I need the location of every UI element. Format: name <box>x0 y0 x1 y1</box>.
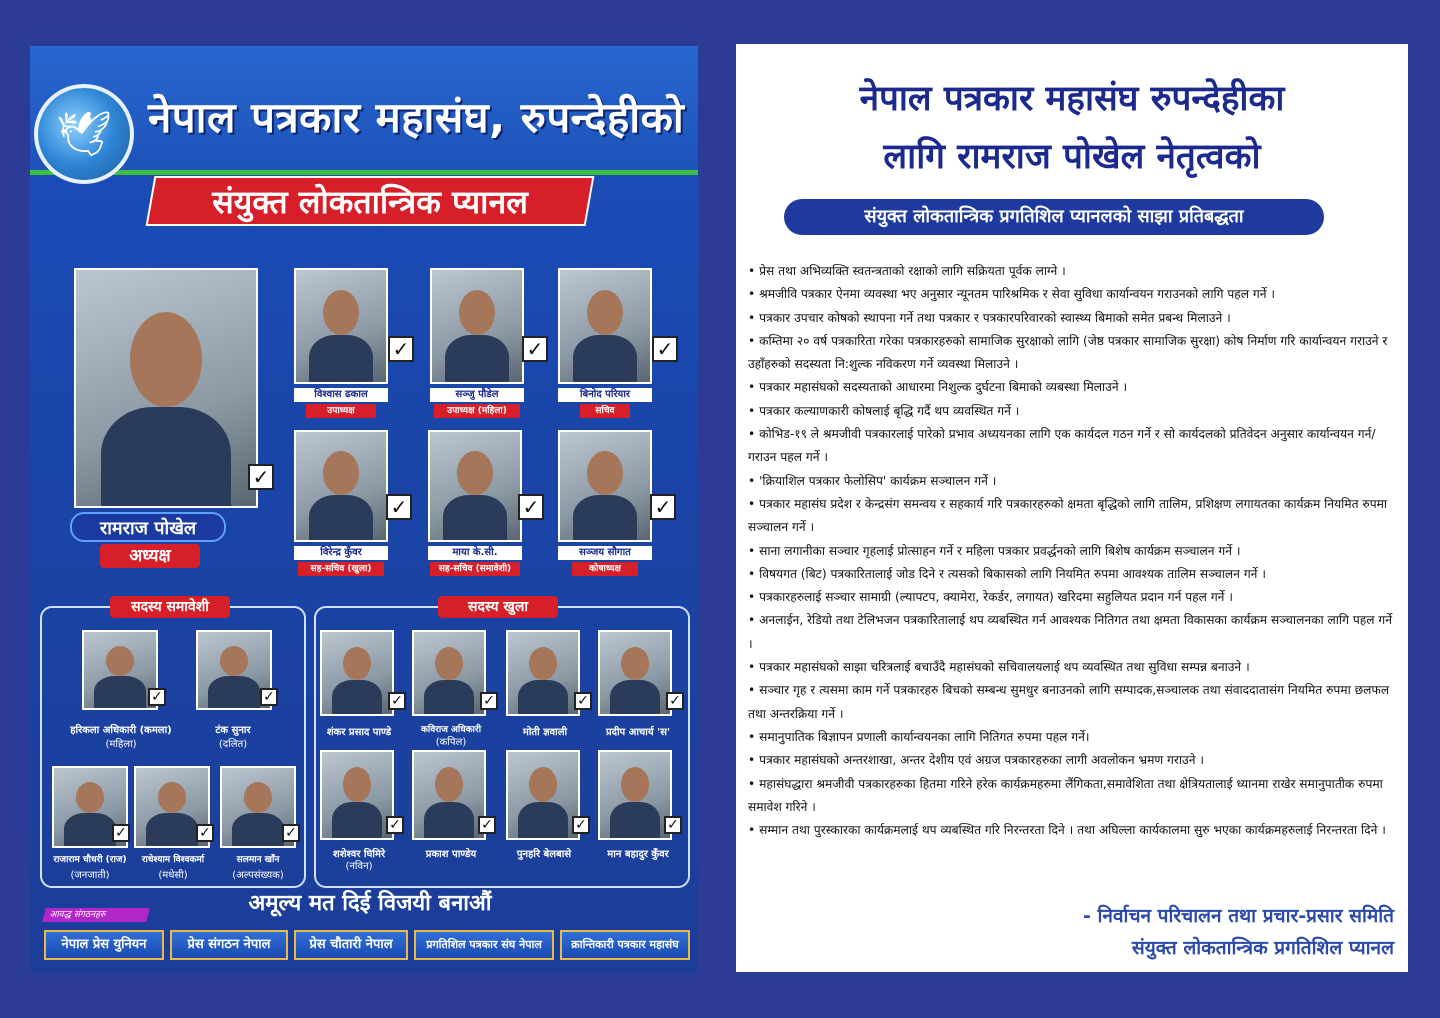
footer-committee: - निर्वाचन परिचालन तथा प्रचार-प्रसार समिति <box>1083 905 1394 927</box>
member-name: पुनहरि बेलबासे <box>516 849 572 860</box>
president-name: रामराज पोखेल <box>70 512 226 542</box>
open-section-title: सदस्य खुला <box>438 596 558 618</box>
member-name: राजाराम चौधरी (राज) <box>53 855 127 865</box>
member-nickname: (नविन) <box>345 861 373 872</box>
member-name: शंकर प्रसाद पाण्डे <box>326 727 392 738</box>
dove-icon: 🕊 <box>56 109 112 160</box>
checkmark-icon: ✓ <box>112 824 130 842</box>
member-photo <box>598 630 672 716</box>
member-category: (अल्पसंख्यक) <box>232 870 284 881</box>
officer-role: कोषाध्यक्ष <box>572 562 638 576</box>
president-photo <box>74 268 258 508</box>
president-role: अध्यक्ष <box>100 544 200 568</box>
checkmark-icon: ✓ <box>282 824 300 842</box>
commitment-item: • 'क्रियाशिल पत्रकार फेलोसिप' कार्यक्रम सञ्चालन गर्ने । <box>748 470 1396 493</box>
member-category: (दलित) <box>218 739 248 750</box>
member-name: सलमान खाँन <box>236 855 280 865</box>
member-photo <box>506 630 580 716</box>
officer-name: सञ्जु पौडेल <box>430 388 524 402</box>
member-photo <box>82 630 158 710</box>
page-title-line1: नेपाल पत्रकार महासंघ रुपन्देहीका <box>859 79 1285 119</box>
member-photo <box>412 750 486 840</box>
commitment-item: • साना लगानीका सञ्चार गृहलाई प्रोत्साहन गर्ने र महिला पत्रकार प्रवर्द्धनको लागि बिशेष कार्यक्रम सञ्चालन गर्ने । <box>748 540 1396 563</box>
checkmark-icon: ✓ <box>664 816 682 834</box>
member-name: टंक सुनार <box>215 725 251 736</box>
officer-role: उपाध्यक्ष <box>306 404 376 418</box>
member-category: (मधेसी) <box>158 870 188 881</box>
commitment-item: • पत्रकार महासंघ प्रदेश र केन्द्रसंग समन्वय र सहकार्य गरि पत्रकारहरुको क्षमता बृद्धिको लागि तालिम, प्रशिक्षण लगायतका कार्यक्रम नियमित रुपमा सञ्चालन गर्ने । <box>748 493 1396 540</box>
member-photo <box>412 630 486 716</box>
checkmark-icon: ✓ <box>522 336 548 362</box>
affiliation-badge: प्रगतिशिल पत्रकार संघ नेपाल <box>414 930 554 960</box>
checkmark-icon: ✓ <box>248 464 274 490</box>
page-title-line2: लागि रामराज पोखेल नेतृत्वको <box>883 137 1261 177</box>
affiliation-badge: प्रेस चौतारी नेपाल <box>294 930 408 960</box>
checkmark-icon: ✓ <box>260 688 278 706</box>
member-name: कविराज अधिकारी <box>420 725 482 735</box>
officer-name: विरेन्द्र कुँवर <box>294 546 388 560</box>
member-category: (महिला) <box>105 739 137 750</box>
officer-name: सञ्जय सौगात <box>558 546 652 560</box>
member-name: प्रकाश पाण्डेय <box>425 849 477 860</box>
officer-role: सह-सचिव (खुला) <box>298 562 384 576</box>
checkmark-icon: ✓ <box>666 692 684 710</box>
checkmark-icon: ✓ <box>386 494 412 520</box>
commitment-item: • प्रेस तथा अभिव्यक्ति स्वतन्त्रताको रक्षाको लागि सक्रियता पूर्वक लाग्ने । <box>748 260 1396 283</box>
federation-logo <box>34 84 134 184</box>
commitment-item: • पत्रकार उपचार कोषको स्थापना गर्ने तथा पत्रकार र पत्रकारपरिवारको स्वास्थ्य बिमाको समेत प्रबन्ध मिलाउने । <box>748 307 1396 330</box>
member-photo <box>506 750 580 840</box>
commitment-item: • महासंघद्धारा श्रमजीवी पत्रकारहरुका हितमा गरिने हरेक कार्यक्रमहरुमा लैंगिकता,समावेशिता तथा क्षेत्रियतालाई ध्यानमा राखेर समानुपातीक रुपमा समावेश गरिने । <box>748 773 1396 820</box>
officer-name: बिनोद परियार <box>558 388 652 402</box>
panel-name: संयुक्त लोकतान्त्रिक प्यानल <box>212 183 528 221</box>
commitment-item: • अनलाईन, रेडियो तथा टेलिभजन पत्रकारितालाई थप व्यबस्थित गर्न आवश्यक नितिगत तथा क्षमता विकासका कार्यक्रम सञ्चालनका लागि पहल गर्ने । <box>748 609 1396 656</box>
header-divider <box>30 170 698 175</box>
commitment-item: • कम्तिमा २० वर्ष पत्रकारिता गरेका पत्रकारहरुको सामाजिक सुरक्षाको लागि (जेष्ठ पत्रकार सामाजिक सुरक्षा) कोष निर्माण गरि कार्यान्वयन गराउने र उहाँहरुको सदस्यता नि:शुल्क नविकरण गर्ने व्यवस्था मिलाउने । <box>748 330 1396 377</box>
checkmark-icon: ✓ <box>478 816 496 834</box>
officer-photo <box>558 268 652 384</box>
officer-photo <box>428 430 522 542</box>
officer-name: विश्वास ढकाल <box>294 388 388 402</box>
checkmark-icon: ✓ <box>386 816 404 834</box>
commitment-item: • पत्रकारहरुलाई सञ्चार सामाग्री (ल्यापटप, क्यामेरा, रेकर्डर, लगायत) खरिदमा सहुलियत प्रदान गर्न पहल गर्ने । <box>748 586 1396 609</box>
commitment-item: • विषयगत (बिट) पत्रकारितालाई जोड दिने र त्यसको बिकासको लागि नियमित रुपमा आवश्यक तालिम सञ्चालन गर्ने । <box>748 563 1396 586</box>
member-nickname: (कपिल) <box>435 737 467 748</box>
officer-photo <box>430 268 524 384</box>
member-name: हरिकला अधिकारी (कमला) <box>70 725 172 736</box>
checkmark-icon: ✓ <box>572 816 590 834</box>
commitment-item: • पत्रकार महासंघको सदस्यताको आधारमा निशुल्क दुर्घटना बिमाको व्यबस्था मिलाउने । <box>748 376 1396 399</box>
vote-call: अमूल्य मत दिई विजयी बनाऔं <box>248 891 492 916</box>
officer-role: उपाध्यक्ष (महिला) <box>434 404 520 418</box>
affiliation-badge: नेपाल प्रेस युनियन <box>44 930 164 960</box>
commitment-item: • पत्रकार महासंघको साझा चरित्रलाई बचाउँदै महासंघको सचिवालयलाई थप व्यवस्थित तथा सुविधा सम्पन्न बनाउने । <box>748 656 1396 679</box>
commitment-subtitle: संयुक्त लोकतान्त्रिक प्रगतिशिल प्यानलको साझा प्रतिबद्धता <box>784 199 1324 235</box>
member-photo <box>320 750 394 840</box>
poster-title: नेपाल पत्रकार महासंघ, रुपन्देहीको <box>148 93 685 142</box>
member-name: शशेश्वर घिमिरे <box>332 849 386 860</box>
commitment-item: • श्रमजीवि पत्रकार ऐनमा व्यवस्था भए अनुसार न्यूनतम पारिश्रमिक र सेवा सुविधा कार्यान्वयन गराउनको लागि पहल गर्ने । <box>748 283 1396 306</box>
officer-photo <box>294 268 388 384</box>
member-name: मोती ज्ञवाली <box>522 727 568 738</box>
commitment-item: • पत्रकार कल्याणकारी कोषलाई बृद्धि गर्दै थप व्यवस्थित गर्ने । <box>748 400 1396 423</box>
commitment-item: • पत्रकार महासंघको अन्तरशाखा, अन्तर देशीय एवं अग्रज पत्रकारहरुका लागी अवलोकन भ्रमण गराउने । <box>748 749 1396 772</box>
commitment-item: • कोभिड-१९ ले श्रमजीवी पत्रकारलाई पारेको प्रभाव अध्ययनका लागि एक कार्यदल गठन गर्ने र सो कार्यदलको प्रतिवेदन अनुसार कार्यान्वयन गर्न/गराउन पहल गर्ने । <box>748 423 1396 470</box>
officer-role: सह-सचिव (समावेशी) <box>430 562 520 576</box>
commitment-page <box>736 44 1408 972</box>
member-photo <box>320 630 394 716</box>
affiliations-label: आवद्ध संगठनहरु <box>42 908 150 922</box>
officer-role: सचिव <box>580 404 630 418</box>
officer-photo <box>558 430 652 542</box>
officer-name: माया के.सी. <box>428 546 522 560</box>
checkmark-icon: ✓ <box>574 692 592 710</box>
officer-photo <box>294 430 388 542</box>
checkmark-icon: ✓ <box>650 494 676 520</box>
commitment-item: • सञ्चार गृह र त्यसमा काम गर्ने पत्रकारहरु बिचको सम्बन्ध सुमधुर बनाउनको लागि सम्पादक,सञ्चालक तथा संवाददातासंग नियमित रुपमा छलफल तथा अन्तरक्रिया गर्ने । <box>748 679 1396 726</box>
inclusive-section-title: सदस्य समावेशी <box>110 596 230 618</box>
checkmark-icon: ✓ <box>196 824 214 842</box>
affiliation-badge: क्रान्तिकारी पत्रकार महासंघ <box>560 930 690 960</box>
commitment-item: • सम्मान तथा पुरस्कारका कार्यक्रमलाई थप व्यबस्थित गरि निरन्तरता दिने । तथा अघिल्ला कार्यकालमा सुरु भएका कार्यक्रमहरुलाई निरन्तरता दिने । <box>748 819 1396 842</box>
member-photo <box>598 750 672 840</box>
checkmark-icon: ✓ <box>388 692 406 710</box>
member-name: राधेश्याम विश्वकर्मा <box>141 855 205 865</box>
commitment-item: • समानुपातिक बिज्ञापन प्रणाली कार्यान्वयनका लागि नितिगत रुपमा पहल गर्ने। <box>748 726 1396 749</box>
checkmark-icon: ✓ <box>148 688 166 706</box>
checkmark-icon: ✓ <box>388 336 414 362</box>
member-name: प्रदीप आचार्य 'स' <box>605 727 671 738</box>
checkmark-icon: ✓ <box>518 494 544 520</box>
footer-panel: संयुक्त लोकतान्त्रिक प्रगतिशिल प्यानल <box>1131 937 1394 959</box>
checkmark-icon: ✓ <box>652 336 678 362</box>
affiliation-badge: प्रेस संगठन नेपाल <box>170 930 288 960</box>
commitment-list <box>748 260 1396 842</box>
member-category: (जनजाती) <box>70 870 110 881</box>
campaign-poster <box>30 46 698 974</box>
checkmark-icon: ✓ <box>480 692 498 710</box>
member-name: मान बहादुर कुँवर <box>607 849 669 860</box>
